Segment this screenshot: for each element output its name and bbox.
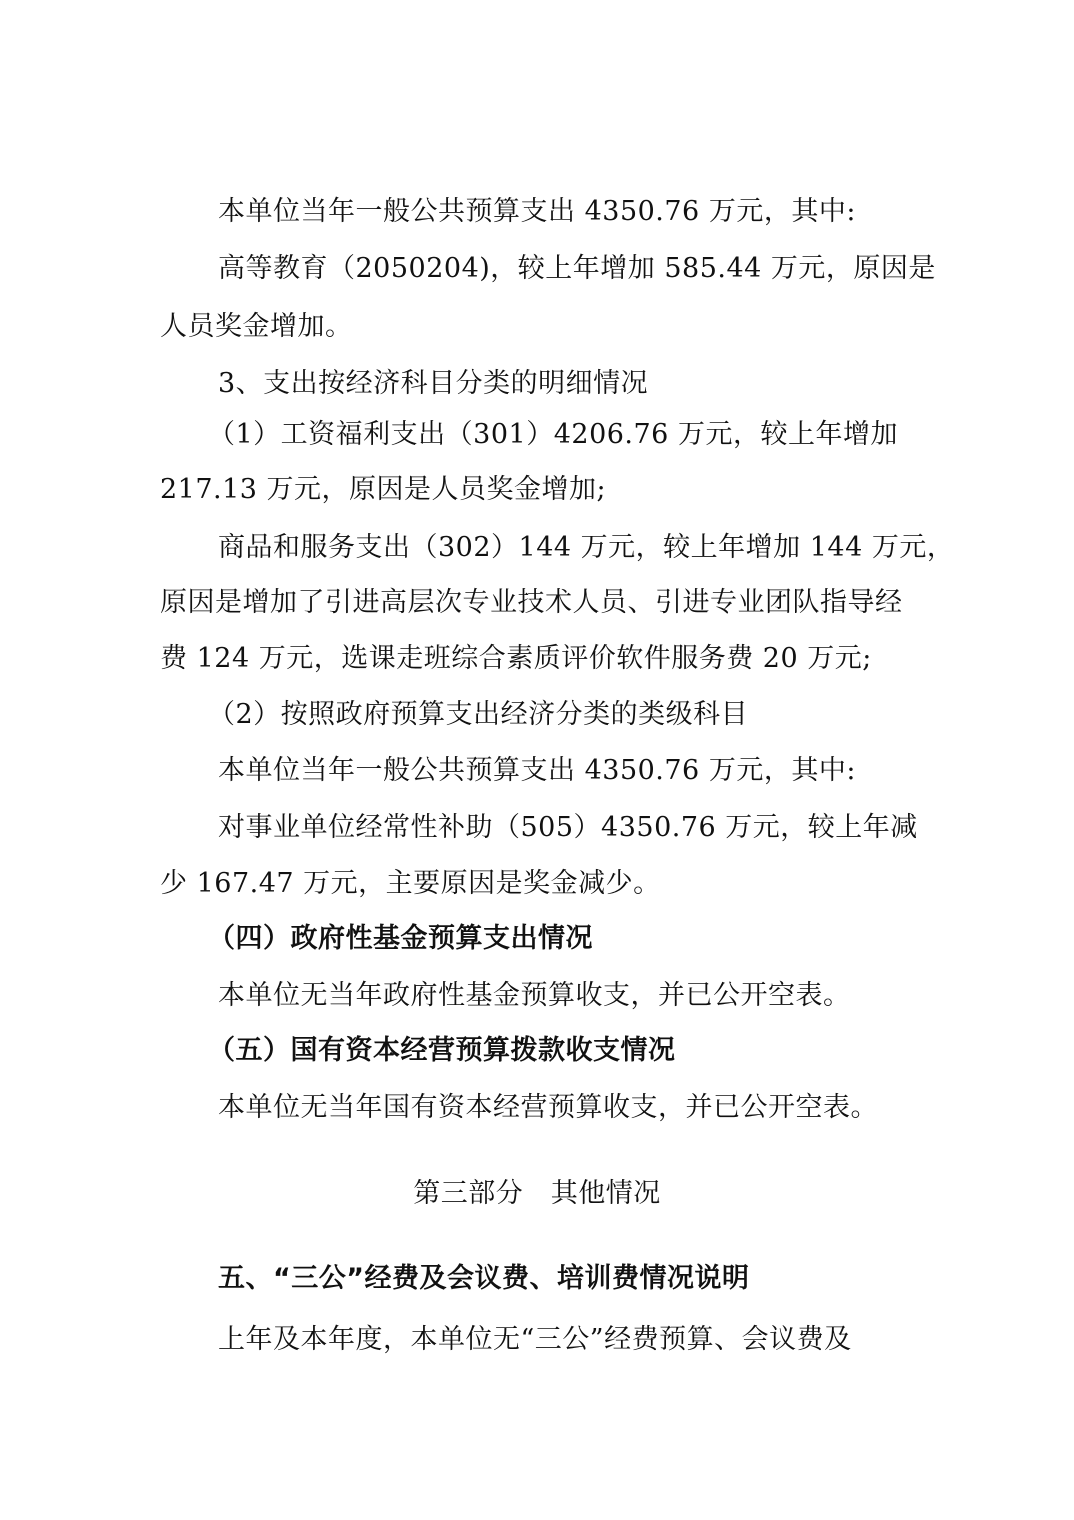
paragraph-line: 上年及本年度，本单位无“三公”经费预算、会议费及 [218, 1324, 852, 1355]
paragraph-line: 本单位无当年政府性基金预算收支，并已公开空表。 [218, 980, 851, 1011]
part-title: 第三部分 其他情况 [413, 1178, 661, 1209]
paragraph-line: 高等教育（2050204)，较上年增加 585.44 万元，原因是 [218, 253, 936, 284]
paragraph-line: 少 167.47 万元，主要原因是奖金减少。 [160, 868, 661, 899]
paragraph-line: 217.13 万元，原因是人员奖金增加; [160, 474, 607, 505]
paragraph-line: 商品和服务支出（302）144 万元，较上年增加 144 万元， [218, 532, 955, 563]
paragraph-line: 费 124 万元，选课走班综合素质评价软件服务费 20 万元; [160, 643, 872, 674]
paragraph-line: 本单位当年一般公共预算支出 4350.76 万元，其中: [218, 196, 856, 227]
subheading-line: 3、支出按经济科目分类的明细情况 [218, 368, 649, 399]
paragraph-line: （2）按照政府预算支出经济分类的类级科目 [208, 699, 749, 730]
paragraph-line: （1）工资福利支出（301）4206.76 万元，较上年增加 [208, 419, 898, 450]
section-heading: 五、“三公”经费及会议费、培训费情况说明 [218, 1263, 750, 1294]
section-heading: （四）政府性基金预算支出情况 [208, 923, 593, 954]
paragraph-line: 本单位当年一般公共预算支出 4350.76 万元，其中: [218, 755, 856, 786]
paragraph-line: 原因是增加了引进高层次专业技术人员、引进专业团队指导经 [160, 587, 903, 618]
paragraph-line: 对事业单位经常性补助（505）4350.76 万元，较上年减 [218, 812, 918, 843]
section-heading: （五）国有资本经营预算拨款收支情况 [208, 1035, 676, 1066]
paragraph-line: 本单位无当年国有资本经营预算收支，并已公开空表。 [218, 1092, 878, 1123]
paragraph-line: 人员奖金增加。 [160, 311, 353, 342]
